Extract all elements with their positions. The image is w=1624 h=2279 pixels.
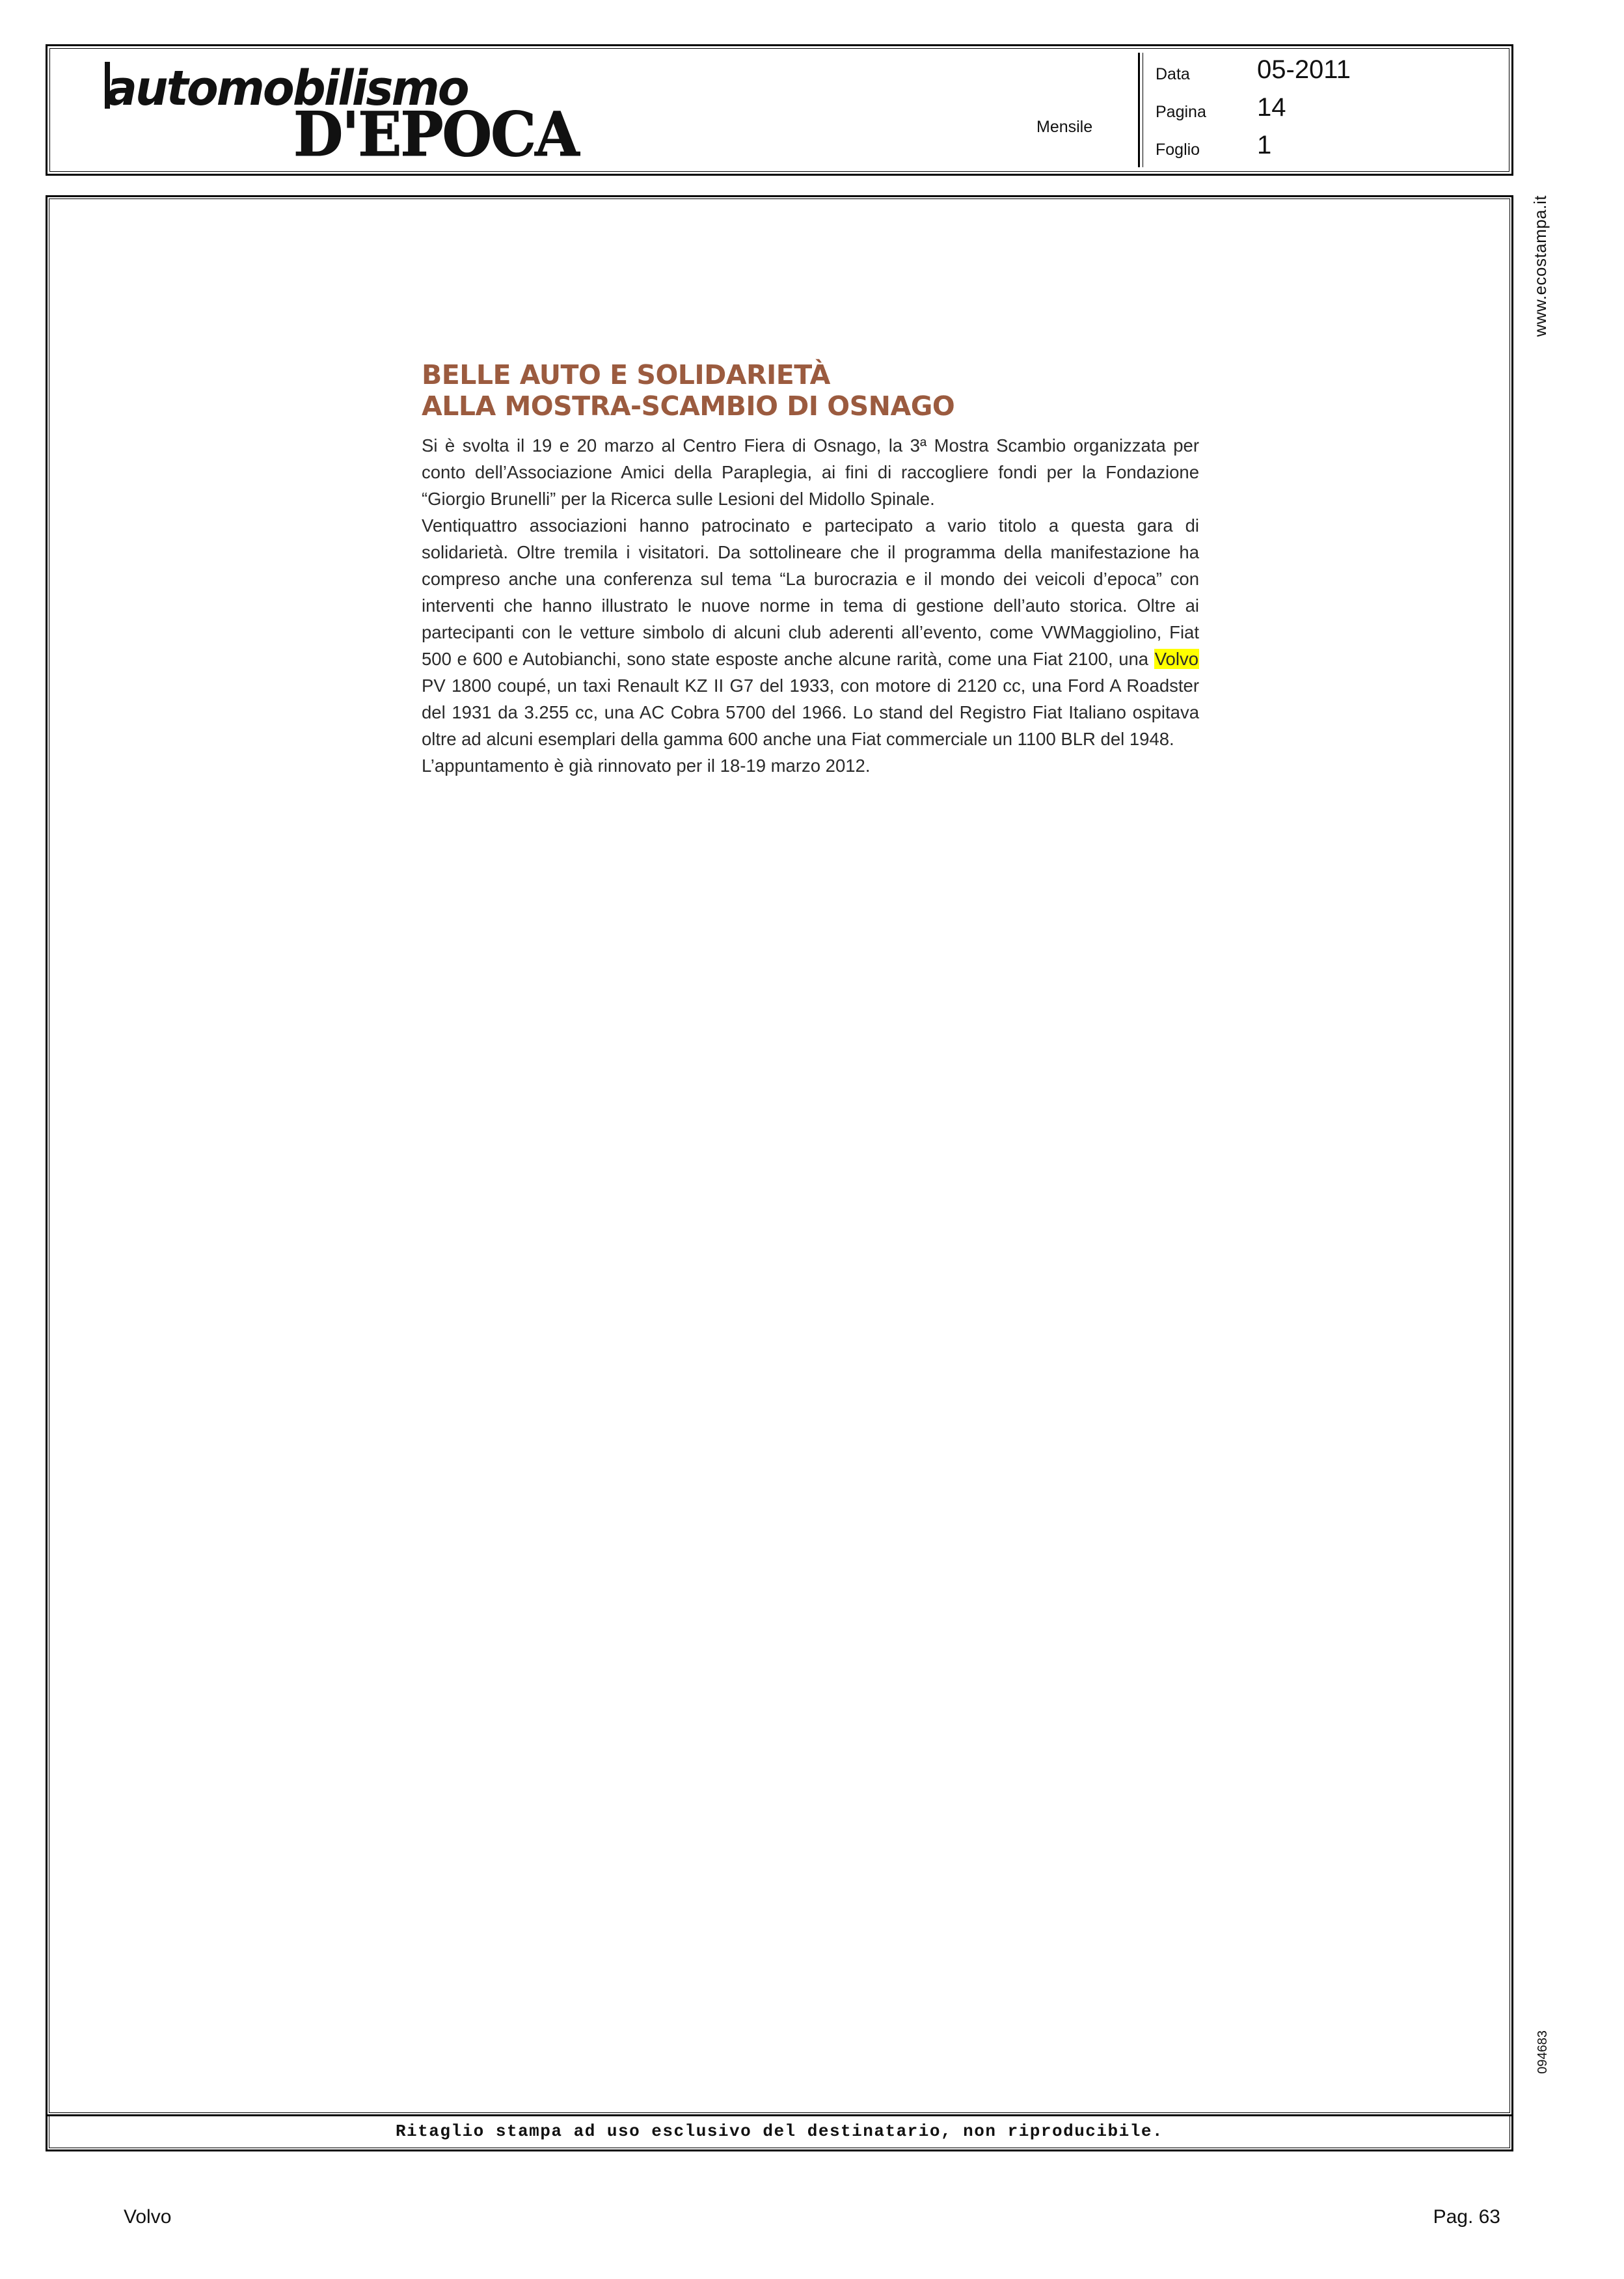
publication-meta-table bbox=[1138, 53, 1506, 167]
paragraph-2-part-1: Ventiquattro associazioni hanno patrocinato e partecipato a vario titolo a questa gara di solidarietà. Oltre tremila i visitatori. Da sottolineare che il programma della manifestazione ha compreso anche una conferenza sul tema “La burocrazia e il mondo dei veicoli d’epoca” con interventi che hanno illustrato le nuove norme in tema di gestione dell’auto storica. Oltre ai partecipanti con le vetture simbolo di alcuni club aderenti all’evento, come VWMaggiolino, Fiat 500 e 600 e Autobianchi, sono state esposte anche alcune rarità, come una Fiat 2100, una bbox=[422, 515, 1199, 669]
article-text bbox=[422, 433, 1199, 780]
magazine-logo bbox=[67, 50, 594, 171]
meta-value-pagina: 14 bbox=[1257, 93, 1286, 122]
masthead-box bbox=[46, 44, 1513, 176]
magazine-logo-line2: D'EPOCA bbox=[293, 98, 578, 171]
periodicity-label: Mensile bbox=[1036, 118, 1093, 136]
footer-strip bbox=[46, 2116, 1513, 2151]
ecostampa-website-label: www.ecostampa.it bbox=[1530, 195, 1550, 337]
highlighted-term: Volvo bbox=[1154, 648, 1198, 669]
footer-disclaimer: Ritaglio stampa ad uso esclusivo del destinatario, non riproducibile. bbox=[395, 2122, 1164, 2141]
paragraph-2-part-2: PV 1800 coupé, un taxi Renault KZ II G7 del 1933, con motore di 2120 cc, una Ford A Roadster del 1931 da 3.255 cc, una AC Cobra 5700 del 1966. Lo stand del Registro Fiat Italiano ospitava oltre ad alcuni esemplari della gamma 600 anche una Fiat commerciale un 1100 BLR del 1948. bbox=[422, 675, 1199, 749]
clipping-sheet bbox=[46, 195, 1513, 2116]
magazine-logo-line1: automobilismo bbox=[106, 61, 468, 116]
meta-label-data: Data bbox=[1156, 65, 1190, 83]
article-headline-line1: BELLE AUTO E SOLIDARIETÀ bbox=[422, 359, 830, 390]
article-headline bbox=[422, 360, 1199, 422]
meta-value-data: 05-2011 bbox=[1257, 55, 1351, 84]
bottom-keyword-label: Volvo bbox=[124, 2206, 172, 2228]
meta-label-pagina: Pagina bbox=[1156, 103, 1206, 121]
article-headline-line2: ALLA MOSTRA-SCAMBIO DI OSNAGO bbox=[422, 390, 955, 422]
article-paragraph-1: Si è svolta il 19 e 20 marzo al Centro Fiera di Osnago, la 3ª Mostra Scambio organizzata per conto dell’Associazione Amici della Paraplegia, ai fini di raccogliere fondi per la Fondazione “Giorgio Brunelli” per la Ricerca sulle Lesioni del Midollo Spinale. bbox=[422, 435, 1199, 509]
meta-row-foglio bbox=[1140, 130, 1506, 167]
meta-label-foglio: Foglio bbox=[1156, 141, 1200, 159]
meta-value-foglio: 1 bbox=[1257, 131, 1272, 159]
article-paragraph-2 bbox=[422, 513, 1199, 753]
article-body bbox=[422, 360, 1199, 780]
bottom-page-number: Pag. 63 bbox=[1433, 2206, 1500, 2228]
meta-row-pagina bbox=[1140, 92, 1506, 130]
clipping-code-label: 094683 bbox=[1536, 2030, 1550, 2074]
article-paragraph-3: L’appuntamento è già rinnovato per il 18-19 marzo 2012. bbox=[422, 755, 871, 776]
meta-row-data bbox=[1140, 54, 1506, 92]
